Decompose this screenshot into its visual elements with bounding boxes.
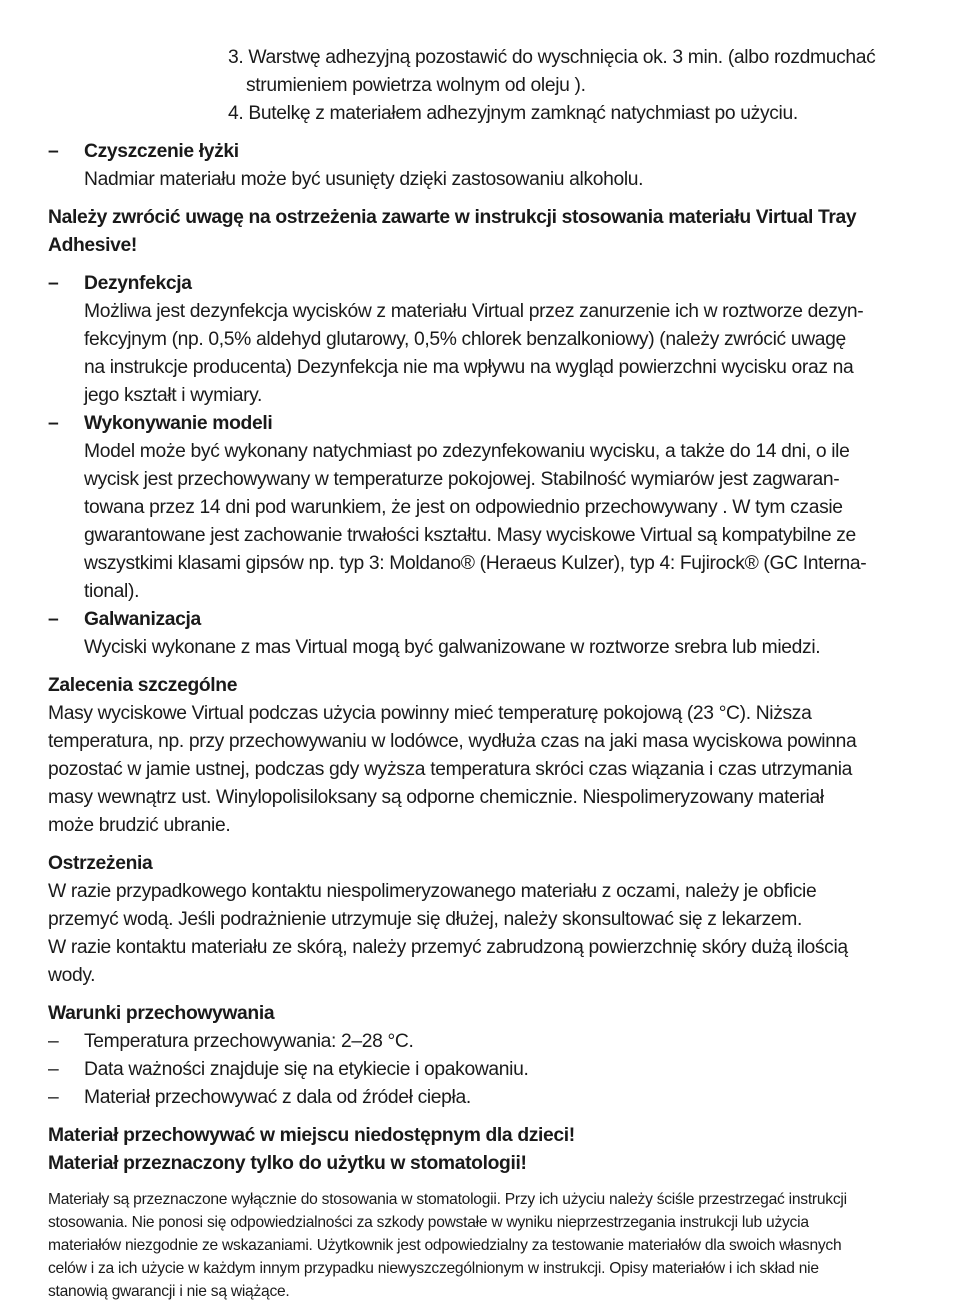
dash-marker: – (48, 273, 59, 294)
galvanization-heading: Galwanizacja (84, 609, 201, 630)
models-text: Model może być wykonany natychmiast po zdezynfekowaniu wycisku, a także do 14 dni, o ile wycisk jest przechowywany w temperaturze pokojowej. Stabilność wymiarów jest zagwaran- towana przez 14 dni pod warunkiem, że jest on odpowiednio przechowywany . W tym czasie gwarantowane jest zachowanie trwałości kształtu. Masy wyciskowe Virtual są kompatybilne ze wszystkimi klasami gipsów np. typ 3: Moldano® (Heraeus Kulzer), typ 4: Fujirock® (GC Interna- tional). (84, 441, 867, 602)
special-heading: Zalecenia szczególne (48, 675, 238, 696)
dash-marker: – (48, 1059, 59, 1080)
special-text: Masy wyciskowe Virtual podczas użycia powinny mieć temperaturę pokojową (23 °C). Niższa temperatura, np. przy przechowywaniu w lodówce, wydłuża czas na jaki masa wyciskowa powinna pozostać w jamie ustnej, podczas gdy wyższa temperatura skróci czas wiązania i czas utrzymania masy wewnątrz ust. Winylopolisiloksany są odporne chemicznie. Niespolimeryzowany materiał może brudzić ubranie. (48, 703, 857, 836)
section-disinfection (48, 270, 914, 298)
disinfection-heading: Dezynfekcja (84, 273, 192, 294)
dash-marker: – (48, 141, 59, 162)
storage-heading: Warunki przechowywania (48, 1003, 275, 1024)
dash-marker: – (48, 1087, 59, 1108)
adhesive-warning: Należy zwrócić uwagę na ostrzeżenia zawarte w instrukcji stosowania materiału Virtual Tray Adhesive! (48, 207, 857, 256)
list-item: – Data ważności znajduje się na etykiecie i opakowaniu. (48, 1056, 914, 1084)
galvanization-text: Wyciski wykonane z mas Virtual mogą być galwanizowane w roztworze srebra lub miedzi. (84, 637, 821, 658)
warnings-heading: Ostrzeżenia (48, 853, 153, 874)
section-galvanization (48, 606, 914, 634)
dash-marker: – (48, 609, 59, 630)
step-4: 4. Butelkę z materiałem adhezyjnym zamknąć natychmiast po użyciu. (228, 103, 798, 124)
disclaimer: Materiały są przeznaczone wyłącznie do stosowania w stomatologii. Przy ich użyciu należy ściśle przestrzegać instrukcji stosowania. Nie ponosi się odpowiedzialności za szkody powstałe w wyniku nieprzestrzegania instrukcji lub użycia materiałów niezgodnie ze wskazaniami. Użytkownik jest odpowiedzialny za testowanie materiałów dla swoich własnych celów i za ich użycie w każdym innym przypadku niewyszczególnionym w instrukcji. Opisy materiałów i ich skład nie stanowią gwarancji i nie są wiążące. (48, 1191, 847, 1300)
notice-dental-use: Materiał przeznaczony tylko do użytku w stomatologii! (48, 1153, 527, 1174)
notice-children: Materiał przechowywać w miejscu niedostępnym dla dzieci! (48, 1125, 575, 1146)
models-heading: Wykonywanie modeli (84, 413, 273, 434)
disinfection-text: Możliwa jest dezynfekcja wycisków z materiału Virtual przez zanurzenie ich w roztworze dezyn- fekcyjnym (np. 0,5% aldehyd glutarowy, 0,5% chlorek benzalkoniowy) (należy zwrócić uwagę na instrukcje producenta) Dezynfekcja nie ma wpływu na wygląd powierzchni wycisku oraz na jego kształt i wymiary. (84, 301, 864, 406)
list-item: – Temperatura przechowywania: 2–28 °C. (48, 1028, 914, 1056)
step-3: 3. Warstwę adhezyjną pozostawić do wyschnięcia ok. 3 min. (albo rozdmuchać strumieniem powietrza wolnym od oleju ). (228, 47, 876, 96)
list-item: – Materiał przechowywać z dala od źródeł ciepła. (48, 1084, 914, 1112)
dash-marker: – (48, 413, 59, 434)
dash-marker: – (48, 1031, 59, 1052)
warnings-text: W razie przypadkowego kontaktu niespolimeryzowanego materiału z oczami, należy je obficie przemyć wodą. Jeśli podrażnienie utrzymuje się dłużej, należy skonsultować się z lekarzem. W razie kontaktu materiału ze skórą, należy przemyć zabrudzoną powierzchnię skóry dużą ilością wody. (48, 881, 848, 986)
cleaning-heading: Czyszczenie łyżki (84, 141, 239, 162)
cleaning-text: Nadmiar materiału może być usunięty dzięki zastosowaniu alkoholu. (84, 169, 644, 190)
section-cleaning (48, 138, 914, 166)
section-models (48, 410, 914, 438)
